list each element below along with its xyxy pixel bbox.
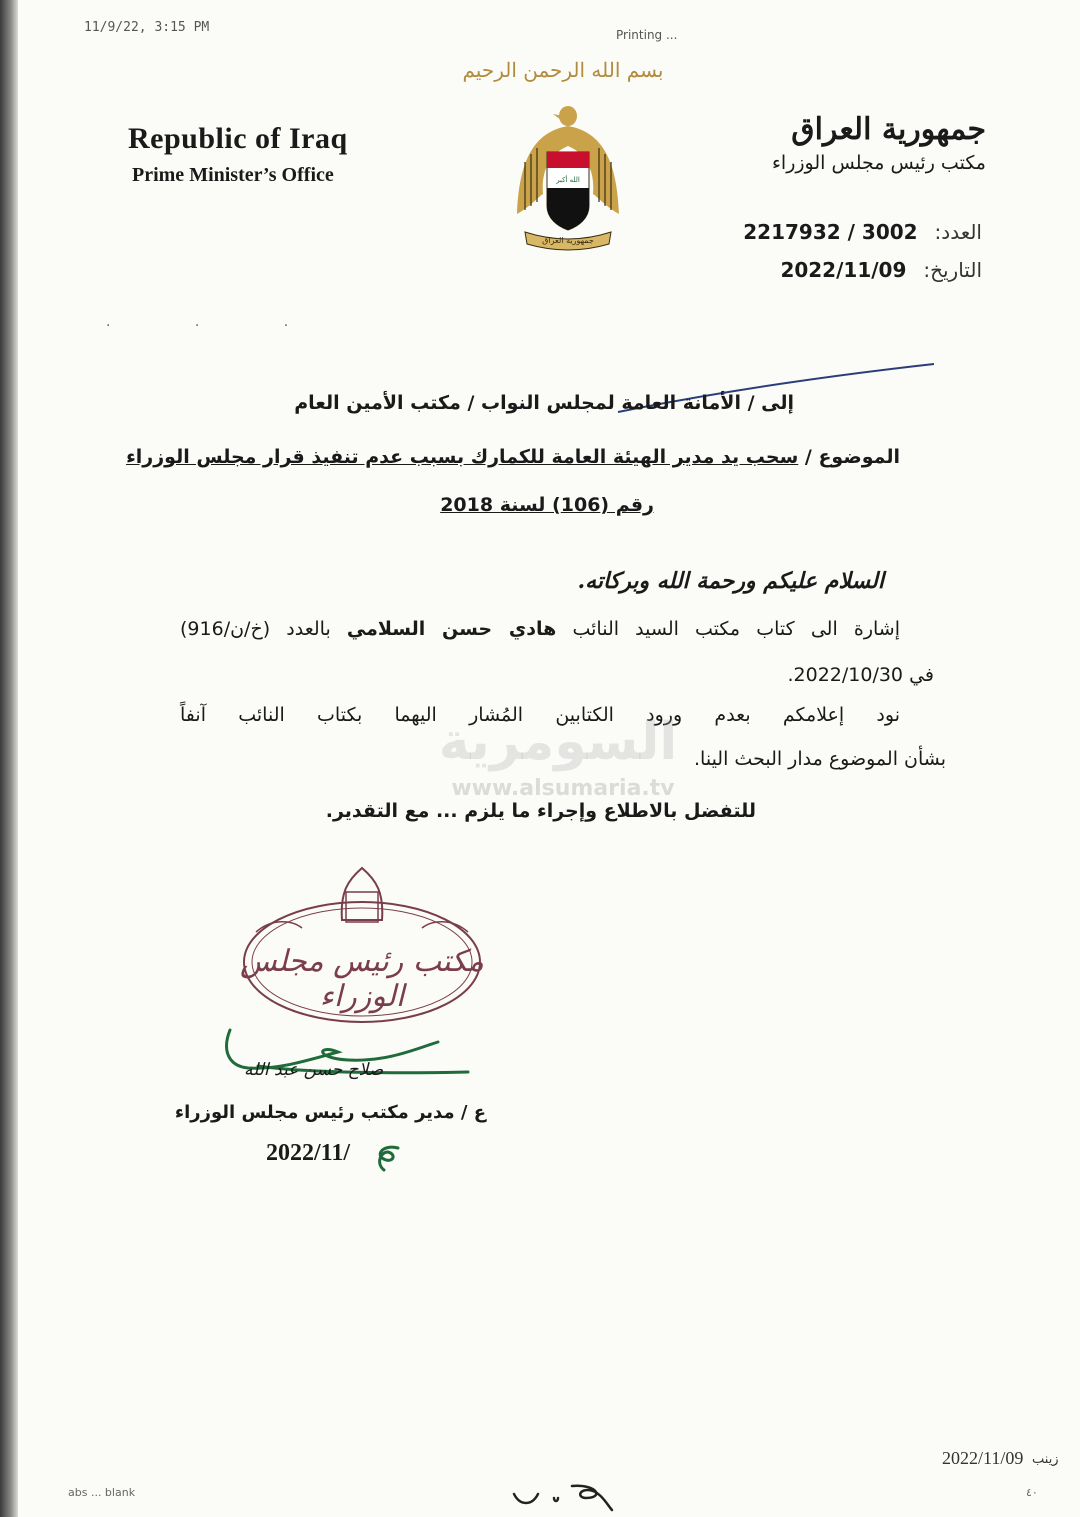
receipt-date: 2022/11/09 <box>942 1448 1024 1468</box>
handwritten-page-mark <box>508 1476 618 1512</box>
letterhead-ar-title: جمهورية العراق <box>791 112 986 147</box>
iraq-eagle-emblem-icon <box>513 102 623 252</box>
receipt-name: زينب <box>1032 1452 1059 1467</box>
scan-left-edge <box>0 0 18 1517</box>
seal-text: مكتب رئيس مجلس الوزراء <box>240 944 484 1014</box>
paragraph-1-start: إشارة الى كتاب مكتب السيد النائب <box>572 618 900 640</box>
page-mark-value: ٢٠٩ <box>563 1503 576 1512</box>
emblem-text-top: الله أكبر <box>556 176 580 184</box>
print-status: Printing ... <box>616 28 678 42</box>
reference-value: 2217932 / 3002 <box>743 220 918 244</box>
subject-prefix: الموضوع / <box>804 446 900 468</box>
letter-date <box>780 258 982 282</box>
greeting: السلام عليكم ورحمة الله وبركاته. <box>577 568 884 594</box>
paragraph-2: نود إعلامكم بعدم ورود الكتابين المُشار اليهما بكتاب النائب آنفاً <box>180 704 900 726</box>
subject-line-2: رقم (106) لسنة 2018 <box>440 494 654 516</box>
reference-number <box>743 220 982 244</box>
subject-line <box>126 446 900 468</box>
watermark-url: www.alsumaria.tv <box>451 776 675 801</box>
signer-name: صلاح حسن عبد الله <box>244 1060 384 1080</box>
paragraph-1-line-2: في 2022/10/30. <box>787 664 934 686</box>
letterhead-en-title: Republic of Iraq <box>128 122 348 155</box>
mp-name: هادي حسن السلامي <box>346 618 557 640</box>
date-label: التاريخ: <box>923 258 982 282</box>
paragraph-1 <box>180 618 900 640</box>
sign-date: 2022/11/ <box>266 1140 351 1166</box>
addressee-line: إلى / الأمانة العامة لمجلس النواب / مكتب الأمين العام <box>294 392 794 414</box>
footer-left-note: abs ... blank <box>68 1486 136 1499</box>
document-page <box>18 0 1080 1517</box>
signer-title: ع / مدير مكتب رئيس مجلس الوزراء <box>174 1102 486 1123</box>
letterhead-en-subtitle: Prime Minister’s Office <box>132 164 334 186</box>
print-timestamp: 11/9/22, 3:15 PM <box>84 20 210 35</box>
subject-text: سحب يد مدير الهيئة العامة للكمارك بسبب عدم تنفيذ قرار مجلس الوزراء <box>126 446 799 468</box>
reference-label: العدد: <box>934 220 982 244</box>
paragraph-2-line-2: بشأن الموضوع مدار البحث الينا. <box>694 748 946 770</box>
scan-specks: · · · <box>106 318 329 334</box>
watermark-logo: السومرية <box>438 712 678 772</box>
closing-line: للتفضل بالاطلاع وإجراء ما يلزم ... مع التقدير. <box>325 800 756 822</box>
paragraph-1-end: بالعدد (خ/ن/916) <box>180 618 331 640</box>
basmala: بسم الله الرحمن الرحيم <box>462 58 664 82</box>
emblem-text-bottom: جمهورية العراق <box>542 236 594 245</box>
handwritten-day-mark <box>368 1138 404 1174</box>
letterhead-ar-subtitle: مكتب رئيس مجلس الوزراء <box>771 152 986 174</box>
sign-day-value: 9 <box>386 1165 392 1174</box>
footer-right-note: ٤٠ <box>1026 1486 1038 1499</box>
date-value: 2022/11/09 <box>780 258 907 282</box>
